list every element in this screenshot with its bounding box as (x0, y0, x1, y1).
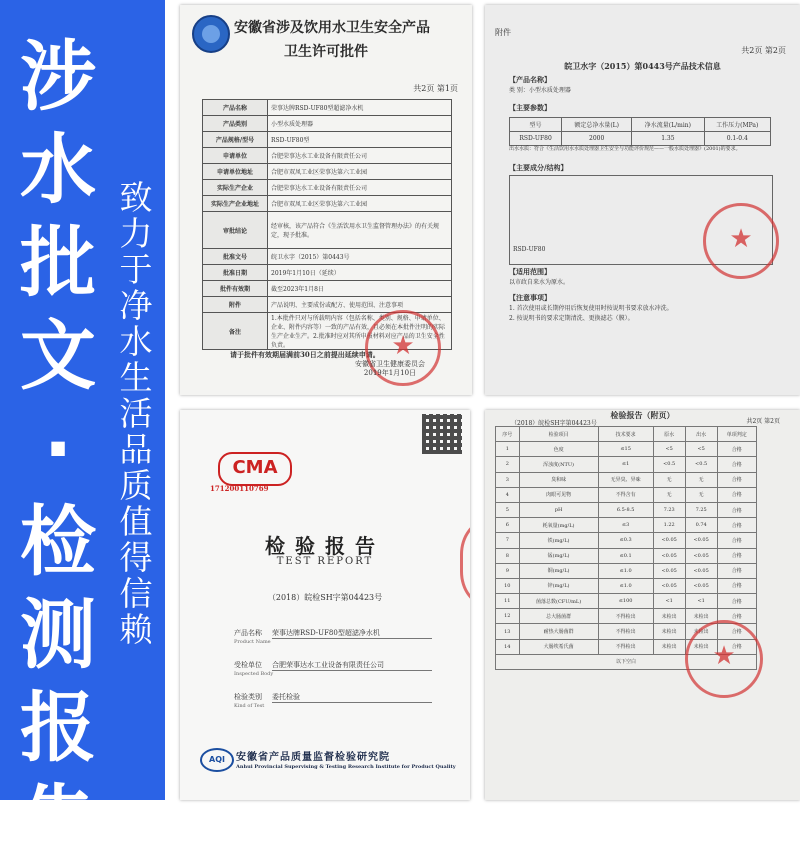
results-cell: 7 (496, 533, 520, 548)
technical-info-document (485, 5, 800, 395)
banner-title-char: 测 (20, 590, 96, 679)
results-cell: 合格 (717, 548, 756, 563)
field-label-en: Kind of Test (234, 703, 265, 709)
tech-use-text: 以市政自来水为原水。 (509, 279, 570, 286)
permit-row (203, 132, 452, 148)
field-value: 荣事达牌RSD-UF80型超滤净水机 (272, 628, 432, 639)
permit-value: 合肥市双凤工业区荣事达第六工业园 (268, 164, 452, 180)
results-cell: ≤0.1 (598, 548, 653, 563)
params-cell: 1.35 (632, 132, 704, 146)
results-cell: 1 (496, 442, 520, 457)
params-cell: 额定总净水量(L) (562, 118, 632, 132)
red-seal-icon (703, 203, 779, 279)
permit-row (203, 116, 452, 132)
test-report-results (485, 410, 800, 800)
permit-key: 产品类别 (203, 116, 268, 132)
results-header-cell: 原水 (653, 427, 685, 442)
permit-value: 截至2023年1月8日 (268, 281, 452, 297)
results-cell: 5 (496, 502, 520, 517)
results-cell: 13 (496, 624, 520, 639)
results-cell: <5 (685, 442, 717, 457)
results-cell: 无 (685, 487, 717, 502)
results-cell: <0.5 (653, 457, 685, 472)
results-cell: <0.5 (685, 457, 717, 472)
results-row (496, 594, 757, 609)
permit-key: 附件 (203, 297, 268, 313)
results-cell: 6.5-8.5 (598, 502, 653, 517)
field-label-en: Inspected Body (234, 671, 274, 677)
results-cell: 无异臭、异味 (598, 472, 653, 487)
results-cell: 未检出 (685, 639, 717, 654)
results-cell: 浑浊度(NTU) (519, 457, 598, 472)
results-row (496, 472, 757, 487)
permit-value: RSD-UF80型 (268, 132, 452, 148)
permit-key: 批准文号 (203, 249, 268, 265)
results-row (496, 518, 757, 533)
tech-note: 出水水质：符合《生活饮用水水质处理器卫生安全与功能评价规范——一般水质处理器》(2001)的要求。 (509, 146, 741, 152)
tech-use-label: 【适用范围】 (509, 267, 551, 276)
tech-pages: 共2页 第2页 (741, 46, 786, 55)
permit-value: 2019年1月10日（延续） (268, 265, 452, 281)
banner-title-char: 水 (20, 125, 96, 214)
cma-number: 171200110769 (210, 484, 269, 493)
results-cell: 合格 (717, 594, 756, 609)
left-banner (0, 0, 165, 865)
permit-value: 皖卫水字（2015）第0443号 (268, 249, 452, 265)
field-value: 委托检验 (272, 692, 432, 703)
results-cell: 菌落总数(CFU/mL) (519, 594, 598, 609)
report-title: 检验报告 (265, 534, 385, 558)
banner-slogan-char: 赖 (119, 610, 153, 649)
banner-slogan-char: 水 (119, 322, 153, 361)
results-cell: 合格 (717, 563, 756, 578)
results-cell: <0.05 (653, 578, 685, 593)
report-number: （2018）皖检SH字第04423号 (267, 593, 383, 602)
banner-slogan-char: 值 (119, 502, 153, 541)
permit-key: 批准日期 (203, 265, 268, 281)
results-cell: 11 (496, 594, 520, 609)
permit-footer: 请于批件有效期届满前30日之前提出延续申请。 (230, 350, 380, 359)
results-row (496, 457, 757, 472)
permit-title: 安徽省涉及饮用水卫生安全产品 (234, 20, 430, 36)
results-cell: 未检出 (685, 609, 717, 624)
results-cell: ≤1 (598, 457, 653, 472)
results-cell: 未检出 (653, 639, 685, 654)
results-cell: 7.25 (685, 502, 717, 517)
banner-slogan-char: 生 (119, 358, 153, 397)
results-cell: 不得检出 (598, 639, 653, 654)
results-cell: ≤1.0 (598, 563, 653, 578)
results-cell: 合格 (717, 578, 756, 593)
field-label: 受检单位 (234, 661, 262, 669)
permit-value: 荣事达牌RSD-UF80型超滤净水机 (268, 100, 452, 116)
banner-title-char: 检 (20, 497, 96, 586)
permit-value: 经审核，该产品符合《生活饮用水卫生监督管理办法》的有关规定，现予批准。 (268, 212, 452, 249)
permit-sign-org: 安徽省卫生健康委员会 (355, 360, 425, 368)
tech-section-params: 【主要参数】 (509, 103, 551, 112)
red-seal-icon (685, 620, 763, 698)
params-cell: 净水流量(L/min) (632, 118, 704, 132)
field-label: 产品名称 (234, 629, 262, 637)
banner-slogan (114, 180, 158, 648)
banner-slogan-char: 品 (119, 430, 153, 469)
results-cell: <0.05 (653, 533, 685, 548)
aqi-logo: AQI (200, 748, 234, 772)
banner-slogan-char: 活 (119, 394, 153, 433)
tech-material-model: RSD-UF80 (513, 246, 546, 253)
results-cell: 总大肠菌群 (519, 609, 598, 624)
permit-row (203, 196, 452, 212)
params-cell: 型号 (510, 118, 562, 132)
permit-key: 备注 (203, 313, 268, 350)
results-cell: 无 (653, 472, 685, 487)
permit-key: 实际生产企业地址 (203, 196, 268, 212)
banner-title-char: 批 (20, 218, 96, 307)
params-row (510, 118, 771, 132)
results-row (496, 533, 757, 548)
results-cell: 合格 (717, 533, 756, 548)
results-cell: ≤1.0 (598, 578, 653, 593)
permit-key: 产品名称 (203, 100, 268, 116)
banner-title (8, 30, 108, 867)
permit-row (203, 265, 452, 281)
results-cell: 6 (496, 518, 520, 533)
results-cell: <0.05 (653, 563, 685, 578)
health-permit-document (180, 5, 472, 395)
results-cell: 合格 (717, 624, 756, 639)
results-cell: 12 (496, 609, 520, 624)
tech-section-material: 【主要成分/结构】 (509, 163, 568, 172)
results-cell: 合格 (717, 639, 756, 654)
results-header-cell: 序号 (496, 427, 520, 442)
results-cell: 合格 (717, 442, 756, 457)
results-row (496, 487, 757, 502)
results-cell: 10 (496, 578, 520, 593)
results-cell: 8 (496, 548, 520, 563)
results-cell: 无 (653, 487, 685, 502)
results-row (496, 563, 757, 578)
results-cell: 大肠埃希氏菌 (519, 639, 598, 654)
permit-row (203, 281, 452, 297)
permit-value: 合肥荣事达水工业设备有限责任公司 (268, 180, 452, 196)
permit-key: 实际生产企业 (203, 180, 268, 196)
results-footer: 以下空白 (496, 654, 757, 669)
results-cell: 合格 (717, 502, 756, 517)
qr-code-icon (422, 414, 462, 454)
permit-value: 1.本批件只对与所载明内容（包括名称、类别、规格、申请单位、企业、附件内容等）一致的产品有效，且必须在本批件注明的实际生产企业生产。2.批准时应对其所申报材料对应产品的卫生安全性负责。 (268, 313, 452, 350)
tech-heading: 皖卫水字（2015）第0443号产品技术信息 (564, 61, 721, 71)
field-label: 检验类别 (234, 693, 262, 701)
results-cell: <1 (685, 594, 717, 609)
results-cell: 7.23 (653, 502, 685, 517)
results-cell: 未检出 (653, 609, 685, 624)
permit-row (203, 180, 452, 196)
results-cell: ≤15 (598, 442, 653, 457)
permit-signature (355, 360, 425, 378)
permit-key: 批件有效期 (203, 281, 268, 297)
results-cell: 未检出 (653, 624, 685, 639)
banner-slogan-char: 于 (119, 250, 153, 289)
results-title: 检验报告（附页） (610, 410, 675, 420)
results-cell: 锌(mg/L) (519, 578, 598, 593)
results-cell: 色度 (519, 442, 598, 457)
results-cell: ≤100 (598, 594, 653, 609)
permit-key: 申请单位地址 (203, 164, 268, 180)
banner-slogan-char: 力 (119, 214, 153, 253)
tech-care-label: 【注意事项】 (509, 293, 551, 302)
results-cell: 不得含有 (598, 487, 653, 502)
permit-row (203, 164, 452, 180)
permit-row (203, 249, 452, 265)
params-cell: 工作压力(MPa) (704, 118, 770, 132)
params-row (510, 132, 771, 146)
banner-slogan-char: 信 (119, 574, 153, 613)
permit-value: 合肥市双凤工业区荣事达第六工业园 (268, 196, 452, 212)
permit-value: 小型水质处理器 (268, 116, 452, 132)
results-cell: <0.05 (653, 548, 685, 563)
permit-subtitle: 卫生许可批件 (284, 44, 368, 60)
permit-key: 申请单位 (203, 148, 268, 164)
permit-value: 产品说明、主要成份或配方、使用范围、注意事项 (268, 297, 452, 313)
results-cell: 铜(mg/L) (519, 563, 598, 578)
results-report-no: （2018）皖检SH字第04423号 (511, 420, 597, 427)
banner-title-char: · (43, 404, 73, 493)
results-cell: <0.05 (685, 563, 717, 578)
results-cell: 1.22 (653, 518, 685, 533)
results-cell: 9 (496, 563, 520, 578)
permit-row (203, 148, 452, 164)
results-cell: <0.05 (685, 533, 717, 548)
results-header-cell: 出水 (685, 427, 717, 442)
results-header-cell: 单项判定 (717, 427, 756, 442)
results-cell: 合格 (717, 609, 756, 624)
banner-title-char: 报 (20, 683, 96, 772)
params-cell: 0.1-0.4 (704, 132, 770, 146)
results-cell: pH (519, 502, 598, 517)
results-row (496, 548, 757, 563)
results-cell: 2 (496, 457, 520, 472)
tech-params-table (509, 117, 771, 146)
field-label-en: Product Name (234, 639, 271, 645)
tech-care-2: 2. 按说明书的要求定期清洗、更换滤芯（膜）。 (509, 315, 634, 322)
permit-key: 产品规格/型号 (203, 132, 268, 148)
tech-care-1: 1. 首次使用或长期停用后恢复使用时按说明书要求放水冲洗。 (509, 305, 673, 312)
banner-slogan-char: 致 (119, 178, 153, 217)
results-cell: 耐热大肠菌群 (519, 624, 598, 639)
results-cell: 铁(mg/L) (519, 533, 598, 548)
institute-name-en: Anhui Provincial Supervising & Testing Research Institute for Product Quality (236, 764, 456, 770)
results-row (496, 578, 757, 593)
results-cell: 肉眼可见物 (519, 487, 598, 502)
permit-row (203, 212, 452, 249)
permit-key: 审批结论 (203, 212, 268, 249)
results-cell: 合格 (717, 472, 756, 487)
banner-slogan-char: 净 (119, 286, 153, 325)
results-cell: ≤3 (598, 518, 653, 533)
permit-row (203, 297, 452, 313)
banner-title-char: 告 (20, 776, 96, 865)
permit-row (203, 100, 452, 116)
institute-name: 安徽省产品质量监督检验研究院 (236, 752, 390, 763)
results-cell: 臭和味 (519, 472, 598, 487)
permit-value: 合肥荣事达水工业设备有限责任公司 (268, 148, 452, 164)
results-header-cell: 技术要求 (598, 427, 653, 442)
test-report-cover (180, 410, 470, 800)
results-cell: <1 (653, 594, 685, 609)
results-cell: ≤0.3 (598, 533, 653, 548)
cma-logo: CMA (218, 452, 292, 486)
results-cell: 4 (496, 487, 520, 502)
results-pages: 共2页 第2页 (746, 418, 780, 425)
results-cell: 3 (496, 472, 520, 487)
results-cell: 耗氧量(mg/L) (519, 518, 598, 533)
tech-section-name: 【产品名称】 (509, 75, 551, 84)
tech-category-line: 类 别：小型水质处理器 (509, 87, 571, 94)
permit-pages: 共2页 第1页 (413, 84, 458, 93)
tech-attachment-label: 附件 (495, 28, 511, 37)
results-cell: 0.74 (685, 518, 717, 533)
results-row (496, 502, 757, 517)
results-cell: 合格 (717, 457, 756, 472)
results-cell: 不得检出 (598, 609, 653, 624)
results-cell: 合格 (717, 518, 756, 533)
report-subtitle: TEST REPORT (276, 556, 374, 567)
results-cell: <5 (653, 442, 685, 457)
results-header-row (496, 427, 757, 442)
results-cell: 不得检出 (598, 624, 653, 639)
field-value: 合肥荣事达水工业设备有限责任公司 (272, 660, 432, 671)
results-cell: <0.05 (685, 578, 717, 593)
results-cell: <0.05 (685, 548, 717, 563)
params-cell: RSD-UF80 (510, 132, 562, 146)
params-cell: 2000 (562, 132, 632, 146)
results-cell: 合格 (717, 487, 756, 502)
results-cell: 锰(mg/L) (519, 548, 598, 563)
banner-slogan-char: 质 (119, 466, 153, 505)
results-cell: 无 (685, 472, 717, 487)
permit-sign-date: 2019年1月10日 (363, 369, 417, 377)
results-cell: 未检出 (685, 624, 717, 639)
results-row (496, 442, 757, 457)
results-header-cell: 检验项目 (519, 427, 598, 442)
banner-slogan-char: 得 (119, 538, 153, 577)
banner-title-char: 涉 (20, 32, 96, 121)
banner-title-char: 文 (20, 311, 96, 400)
results-cell: 14 (496, 639, 520, 654)
